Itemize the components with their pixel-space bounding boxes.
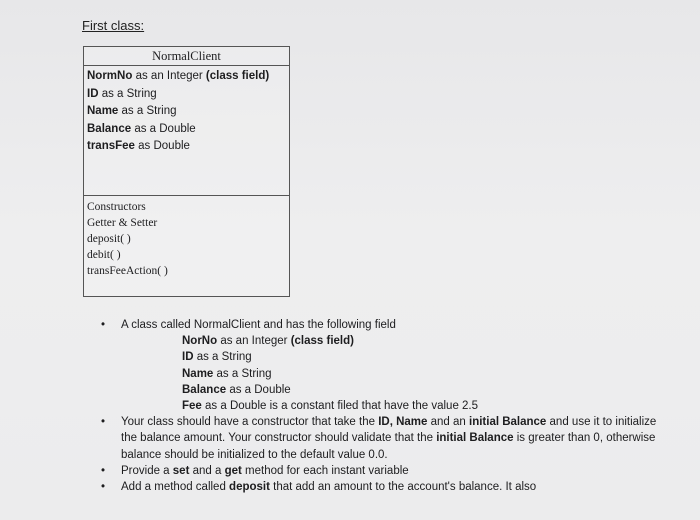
- list-item-text: Your class should have a constructor that take the ID, Name and an initial Balance and use it to initialize the balance amount. Your constructor should validate that the initial Balance is greater than 0, otherwise balance should be initialized to the default value 0.0.: [121, 416, 657, 461]
- list-item: [101, 317, 661, 414]
- uml-method: Getter & Setter: [87, 217, 158, 229]
- field-line: ID as a String: [182, 351, 252, 364]
- list-item: [101, 414, 661, 463]
- uml-method: debit( ): [87, 249, 121, 261]
- field-line: Balance as a Double: [182, 383, 291, 396]
- uml-method: Constructors: [87, 201, 146, 213]
- list-item-text: Provide a set and a get method for each instant variable: [121, 464, 409, 477]
- uml-method: transFeeAction( ): [87, 265, 168, 277]
- uml-field: NormNo as an Integer (class field): [87, 70, 270, 82]
- uml-field: Name as a String: [87, 105, 177, 117]
- list-item-text: Add a method called deposit that add an amount to the account's balance. It also: [121, 481, 537, 494]
- uml-class-name: NormalClient: [84, 47, 289, 66]
- field-line: Fee as a Double is a constant filed that have the value 2.5: [182, 400, 479, 413]
- uml-method: deposit( ): [87, 233, 131, 245]
- field-line: NorNo as an Integer (class field): [182, 335, 354, 348]
- uml-field: transFee as Double: [87, 140, 190, 152]
- bullet-icon: •: [101, 481, 106, 494]
- uml-class-diagram: [83, 46, 290, 297]
- section-heading: First class:: [82, 18, 145, 33]
- bullet-icon: •: [101, 416, 106, 429]
- requirements-list: [101, 317, 661, 495]
- field-line: Name as a String: [182, 367, 272, 380]
- list-item-text: A class called NormalClient and has the following field: [121, 319, 396, 331]
- uml-methods-section: [84, 196, 289, 296]
- bullet-icon: •: [101, 319, 106, 331]
- uml-field: Balance as a Double: [87, 122, 196, 135]
- uml-fields-section: [84, 66, 289, 196]
- list-item: [101, 463, 661, 479]
- bullet-icon: •: [101, 464, 106, 477]
- list-item: [101, 479, 661, 495]
- uml-field: ID as a String: [87, 87, 157, 100]
